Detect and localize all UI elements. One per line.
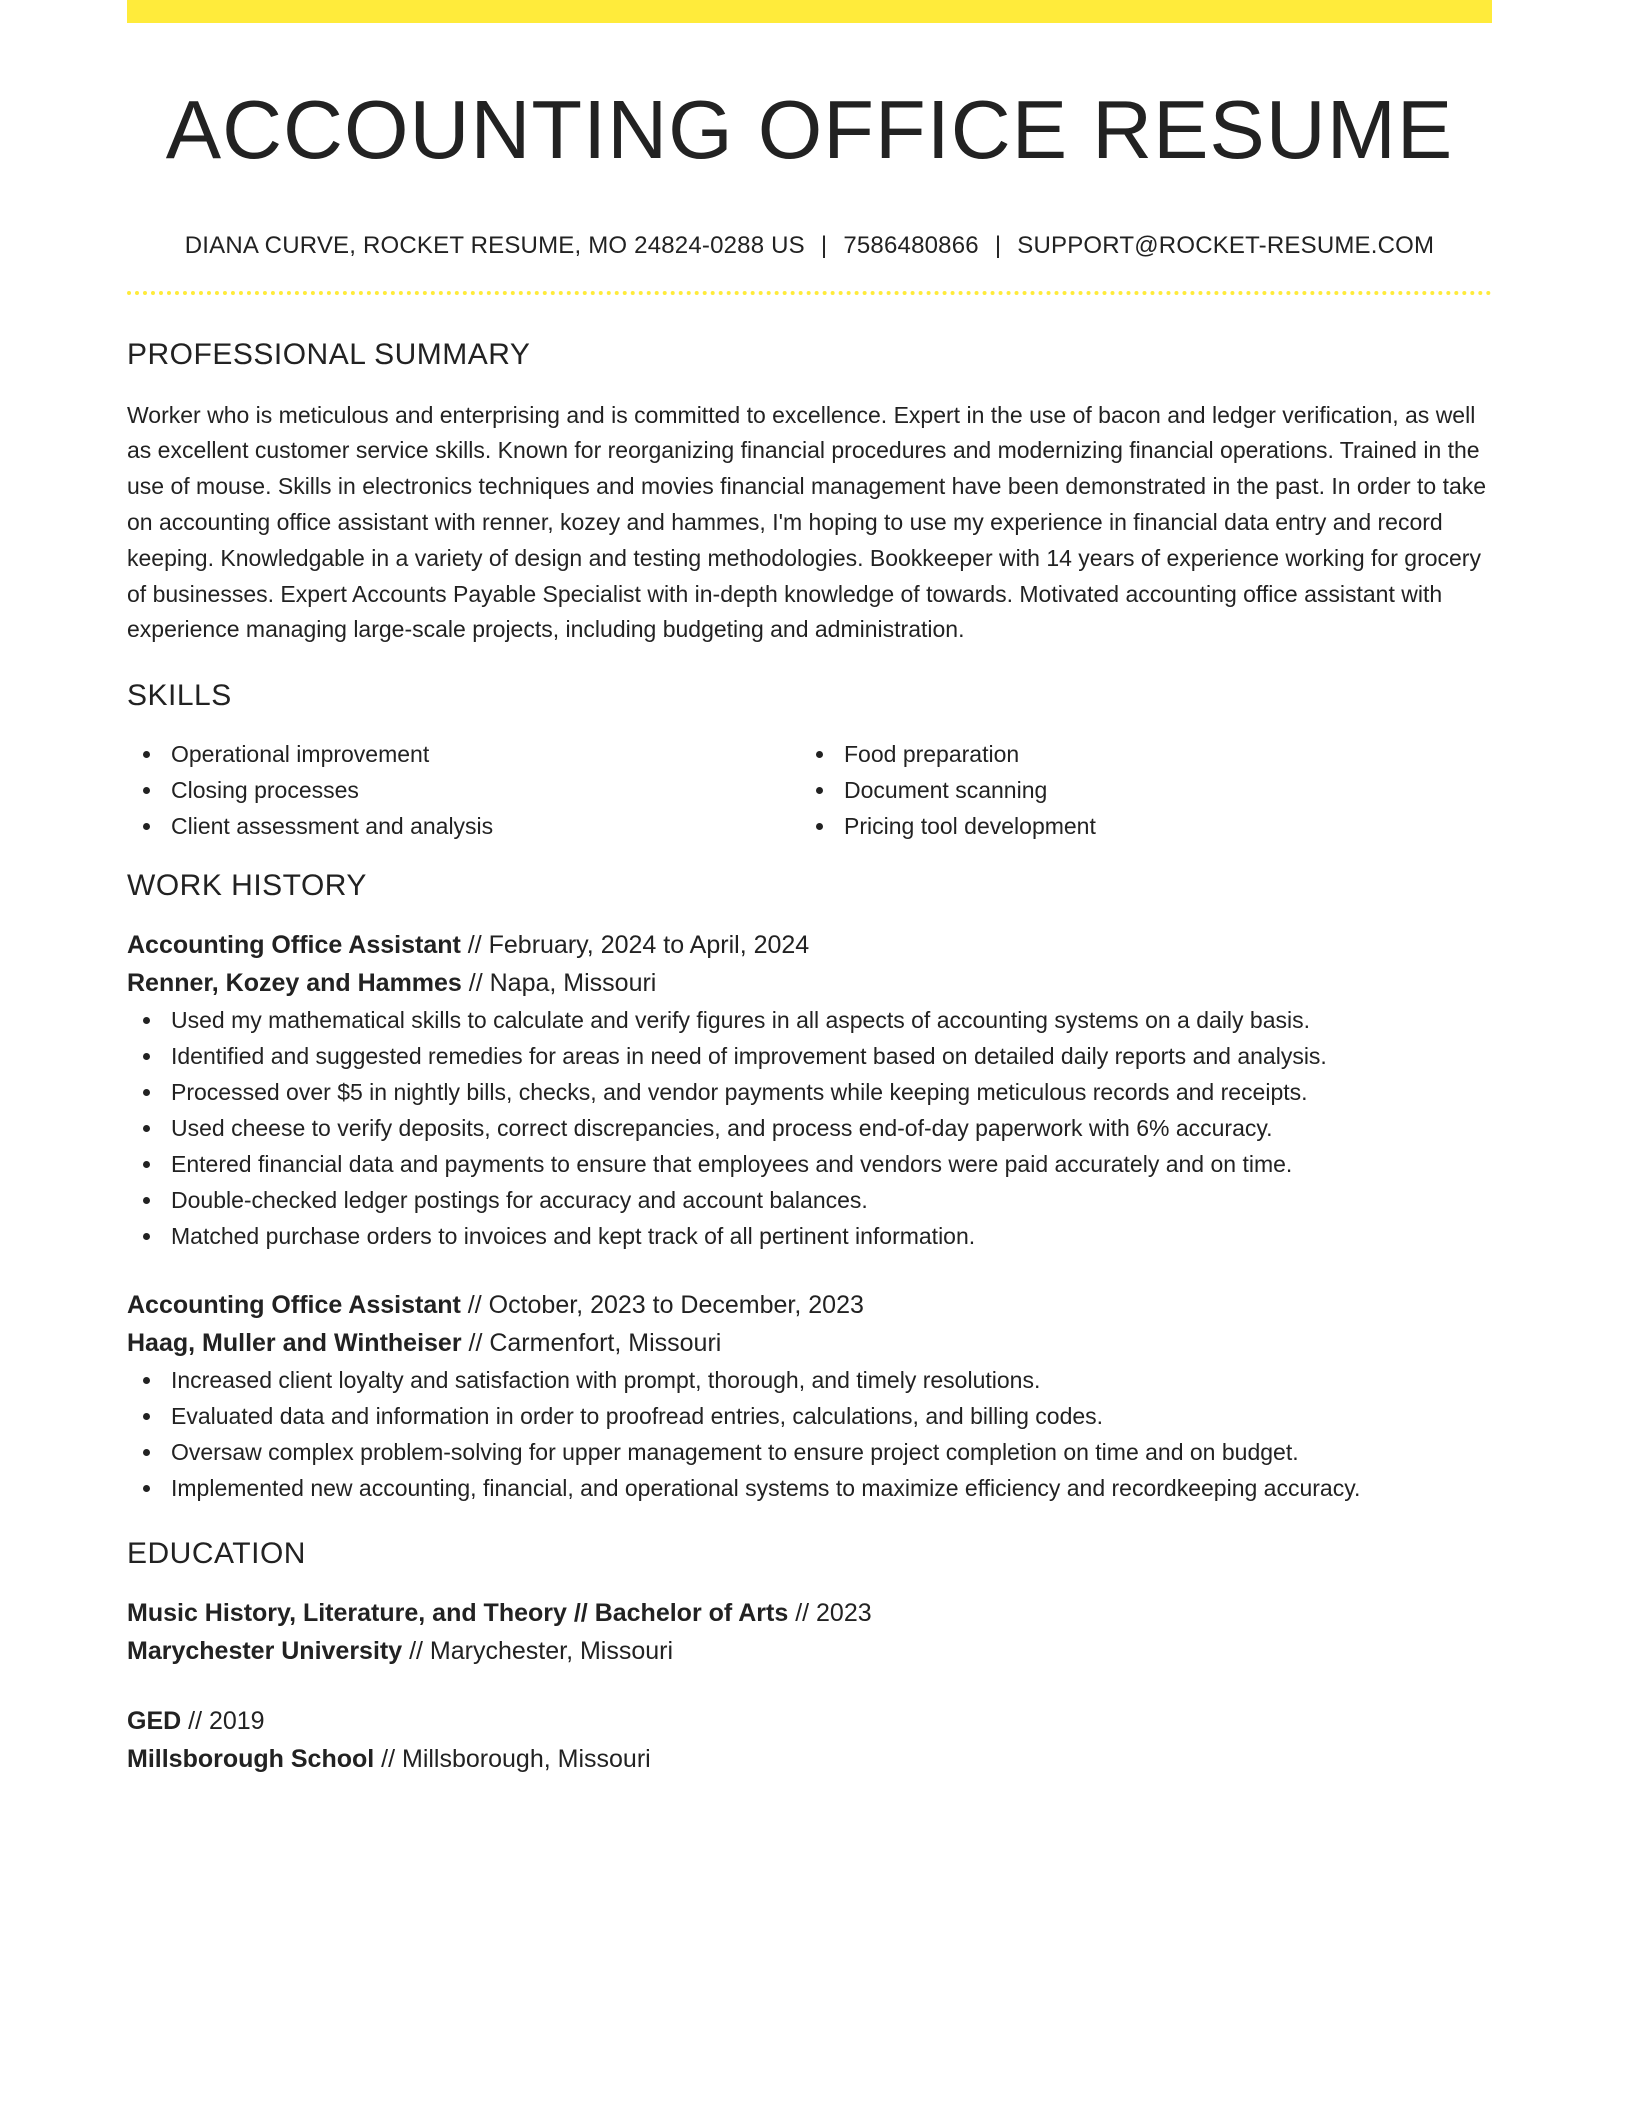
dotted-divider — [127, 291, 1492, 295]
education-school-line — [127, 1632, 1492, 1670]
job-duty-item: Used my mathematical skills to calculate and verify figures in all aspects of accounting systems on a daily basis. — [127, 1002, 1492, 1038]
education-degree-line — [127, 1594, 1492, 1632]
education-entry — [127, 1702, 1492, 1778]
summary-text: Worker who is meticulous and enterprising and is committed to excellence. Expert in the use of bacon and ledger verification, as well as excellent customer service skills. Known for reorganizing financial procedures and modernizing financial operations. Trained in the use of mouse. Skills in electronics techniques and movies financial management have been demonstrated in the past. In order to take on accounting office assistant with renner, kozey and hammes, I'm hoping to use my experience in financial data entry and record keeping. Knowledgable in a variety of design and testing methodologies. Bookkeeper with 14 years of experience working for grocery of businesses. Expert Accounts Payable Specialist with in-depth knowledge of towards. Motivated accounting office assistant with experience managing large-scale projects, including budgeting and administration. — [127, 401, 1487, 643]
job-company: Renner, Kozey and Hammes — [127, 969, 462, 998]
job-title-line — [127, 926, 1492, 964]
contact-separator: | — [820, 231, 828, 259]
job-company-line — [127, 964, 1492, 1002]
education-year: // 2019 — [181, 1707, 265, 1736]
job-duty-item: Used cheese to verify deposits, correct discrepancies, and process end-of-day paperwork with 6% accuracy. — [127, 1110, 1492, 1146]
education-location: // Millsborough, Missouri — [374, 1745, 651, 1774]
contact-separator: | — [994, 231, 1002, 259]
skill-item: Client assessment and analysis — [127, 808, 800, 844]
job-duty-item: Entered financial data and payments to ensure that employees and vendors were paid accurately and on time. — [127, 1146, 1492, 1182]
top-accent-bar — [127, 0, 1492, 23]
job-duty-item: Processed over $5 in nightly bills, checks, and vendor payments while keeping meticulous records and receipts. — [127, 1074, 1492, 1110]
job-duty-item: Matched purchase orders to invoices and kept track of all pertinent information. — [127, 1218, 1492, 1254]
skill-item: Pricing tool development — [800, 808, 1473, 844]
job-duty-item: Implemented new accounting, financial, and operational systems to maximize efficiency and recordkeeping accuracy. — [127, 1470, 1492, 1506]
education-year: // 2023 — [788, 1599, 872, 1628]
job-duty-item: Double-checked ledger postings for accuracy and account balances. — [127, 1182, 1492, 1218]
job-entry — [127, 1286, 1492, 1506]
skills-column-right — [800, 736, 1473, 844]
job-title-line — [127, 1286, 1492, 1324]
education-location: // Marychester, Missouri — [402, 1637, 674, 1666]
job-duty-item: Identified and suggested remedies for areas in need of improvement based on detailed daily reports and analysis. — [127, 1038, 1492, 1074]
job-duty-item: Evaluated data and information in order to proofread entries, calculations, and billing codes. — [127, 1398, 1492, 1434]
job-company-line — [127, 1324, 1492, 1362]
education-school: Marychester University — [127, 1637, 403, 1666]
job-title: Accounting Office Assistant — [127, 931, 461, 960]
contact-address: DIANA CURVE, ROCKET RESUME, MO 24824-0288 US — [184, 231, 805, 259]
skills-list — [127, 736, 1492, 844]
skills-column-left — [127, 736, 800, 844]
job-duty-item: Increased client loyalty and satisfaction with prompt, thorough, and timely resolutions. — [127, 1362, 1492, 1398]
job-dates: // February, 2024 to April, 2024 — [460, 931, 810, 960]
job-dates: // October, 2023 to December, 2023 — [460, 1291, 864, 1320]
education-school: Millsborough School — [127, 1745, 375, 1774]
skill-item: Food preparation — [800, 736, 1473, 772]
skill-item: Document scanning — [800, 772, 1473, 808]
education-entry — [127, 1594, 1492, 1670]
education-degree: GED — [127, 1707, 182, 1736]
job-location: // Carmenfort, Missouri — [461, 1329, 722, 1358]
job-duty-item: Oversaw complex problem-solving for upper management to ensure project completion on time and on budget. — [127, 1434, 1492, 1470]
job-duties — [127, 1002, 1492, 1254]
skill-item: Closing processes — [127, 772, 800, 808]
skills-heading: SKILLS — [127, 679, 232, 713]
job-entry — [127, 926, 1492, 1254]
contact-phone: 7586480866 — [843, 231, 979, 259]
education-school-line — [127, 1740, 1492, 1778]
job-duties — [127, 1362, 1492, 1506]
education-heading: EDUCATION — [127, 1537, 306, 1571]
skill-item: Operational improvement — [127, 736, 800, 772]
resume-page — [127, 0, 1492, 1778]
resume-title: ACCOUNTING OFFICE RESUME — [165, 83, 1454, 176]
job-location: // Napa, Missouri — [461, 969, 657, 998]
contact-line — [127, 231, 1492, 261]
job-company: Haag, Muller and Wintheiser — [127, 1329, 462, 1358]
work-history-heading: WORK HISTORY — [127, 869, 367, 903]
education-degree-line — [127, 1702, 1492, 1740]
contact-email: SUPPORT@ROCKET-RESUME.COM — [1017, 231, 1435, 259]
summary-heading: PROFESSIONAL SUMMARY — [127, 337, 531, 371]
job-title: Accounting Office Assistant — [127, 1291, 461, 1320]
education-degree: Music History, Literature, and Theory // Bachelor of Arts — [127, 1599, 789, 1628]
